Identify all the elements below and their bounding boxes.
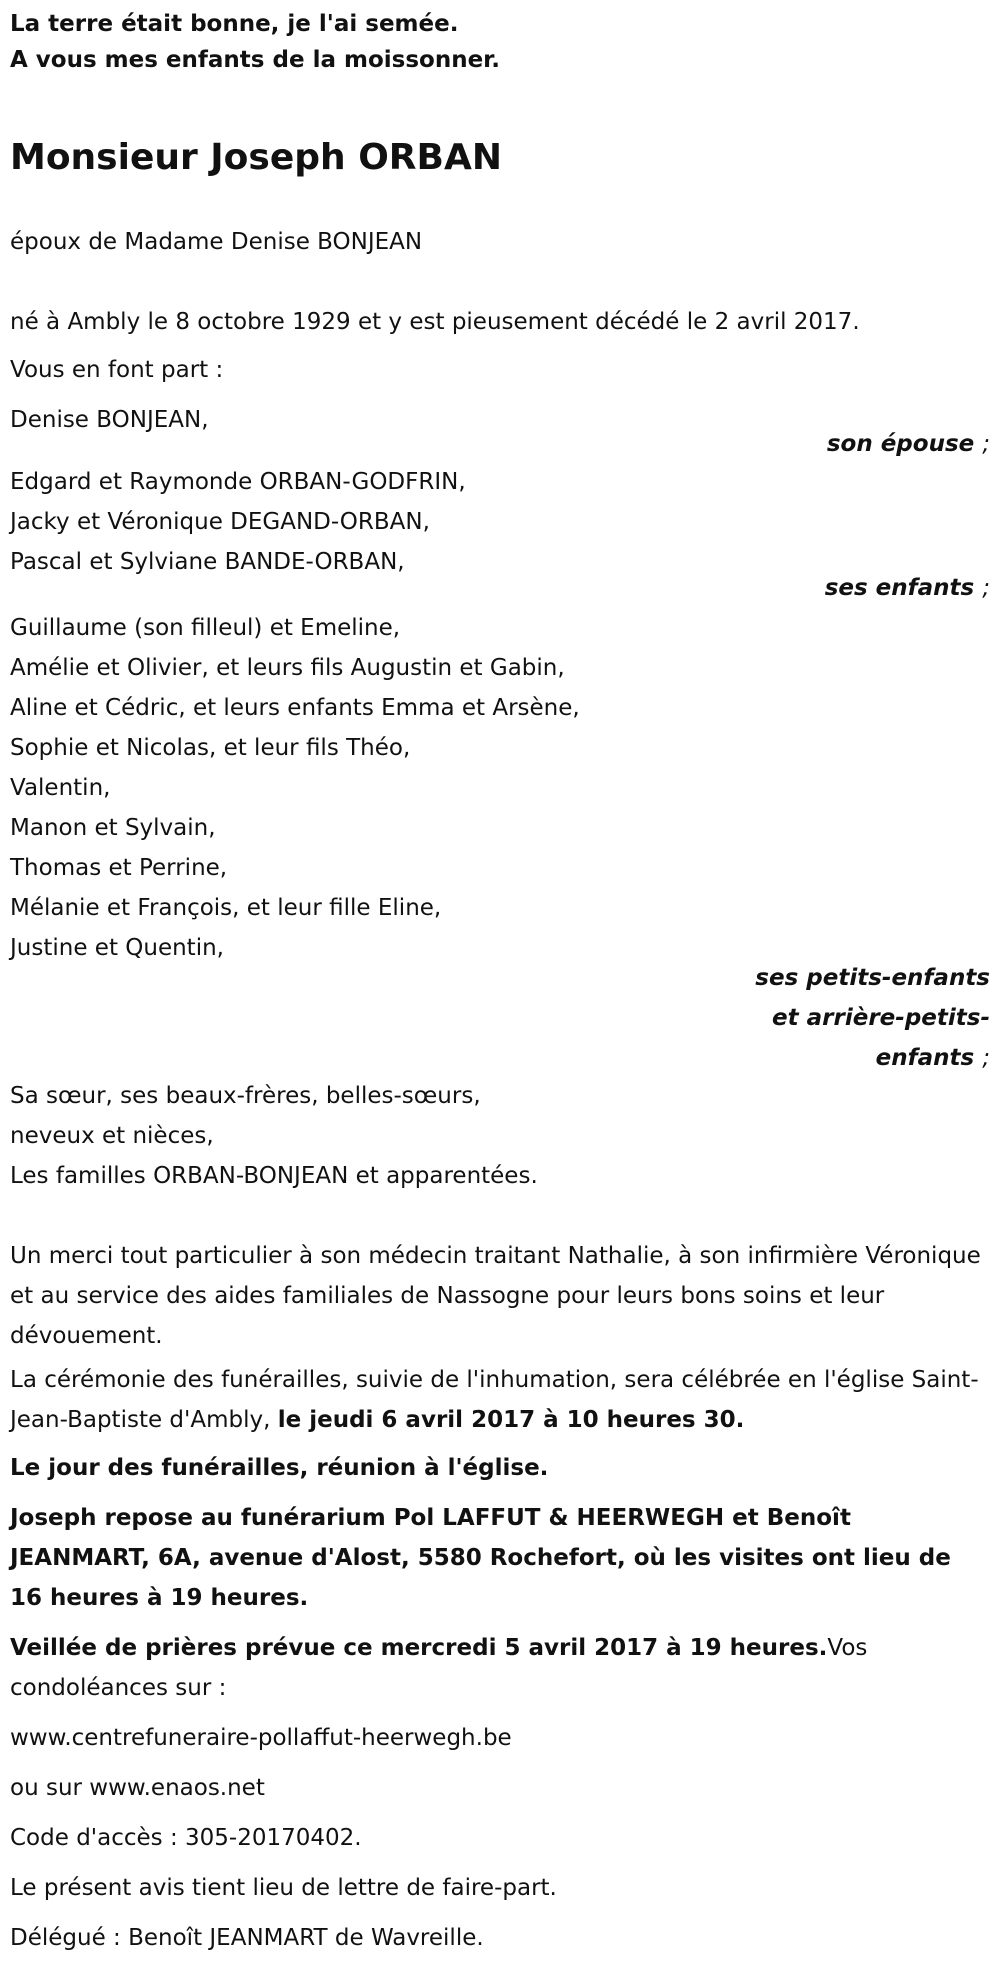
grandchildren-role-line-3: [590, 1038, 990, 1078]
grandchild-name: Justine et Quentin,: [10, 935, 224, 961]
grandchild-name: Thomas et Perrine,: [10, 855, 228, 881]
website-link-1[interactable]: www.centrefuneraire-pollaffut-heerwegh.be: [10, 1725, 512, 1751]
ceremony-paragraph: [10, 1360, 990, 1440]
website-link-2[interactable]: ou sur www.enaos.net: [10, 1775, 265, 1801]
children-role-sep: ;: [982, 575, 990, 601]
birth-death-line: né à Ambly le 8 octobre 1929 et y est pieusement décédé le 2 avril 2017.: [10, 309, 860, 335]
funerarium-paragraph: Joseph repose au funérarium Pol LAFFUT & HEERWEGH et Benoît JEANMART, 6A, avenue d'Alost, 5580 Rochefort, où les visites ont lieu de 16 heures à 19 heures.: [10, 1505, 951, 1611]
grandchildren-role-line-2: et arrière-petits-: [772, 1005, 990, 1031]
grandchild-name: Aline et Cédric, et leurs enfants Emma et Arsène,: [10, 695, 580, 721]
ceremony-date: le jeudi 6 avril 2017 à 10 heures 30.: [277, 1407, 745, 1433]
grandchild-name: Valentin,: [10, 775, 111, 801]
reunion-line: Le jour des funérailles, réunion à l'église.: [10, 1455, 549, 1481]
grandchildren-role-sep: ;: [982, 1045, 990, 1071]
delegate-line: Délégué : Benoît JEANMART de Wavreille.: [10, 1925, 484, 1951]
other-relatives-line: neveux et nièces,: [10, 1123, 214, 1149]
spouse-role: [590, 424, 990, 464]
grandchildren-role-line-1: ses petits-enfants: [755, 965, 990, 991]
other-relatives-line: Les familles ORBAN-BONJEAN et apparentées.: [10, 1163, 538, 1189]
epigraph-line-1: La terre était bonne, je l'ai semée.: [10, 11, 459, 37]
epigraph-line-2: A vous mes enfants de la moissonner.: [10, 47, 500, 73]
child-name: Pascal et Sylviane BANDE-ORBAN,: [10, 549, 405, 575]
vigil-condolences: Vos condoléances sur :: [10, 1635, 868, 1701]
children-role: [590, 568, 990, 608]
other-relatives-line: Sa sœur, ses beaux-frères, belles-sœurs,: [10, 1083, 481, 1109]
spouse-role-label: son épouse: [826, 431, 975, 457]
spouse-name: Denise BONJEAN,: [10, 407, 209, 433]
grandchild-name: Sophie et Nicolas, et leur fils Théo,: [10, 735, 411, 761]
thanks-paragraph: Un merci tout particulier à son médecin traitant Nathalie, à son infirmière Véronique et au service des aides familiales de Nassogne pour leurs bons soins et leur dévouement.: [10, 1243, 981, 1349]
grandchildren-role-label: enfants: [875, 1045, 975, 1071]
vigil-bold: Veillée de prières prévue ce mercredi 5 avril 2017 à 19 heures.: [10, 1635, 828, 1661]
ceremony-text: La cérémonie des funérailles, suivie de l'inhumation, sera célébrée en l'église Saint-Jean-Baptiste d'Ambly,: [10, 1367, 979, 1433]
children-role-label: ses enfants: [824, 575, 975, 601]
notice-line: Le présent avis tient lieu de lettre de faire-part.: [10, 1875, 557, 1901]
deceased-name-title: Monsieur Joseph ORBAN: [10, 137, 502, 178]
spouse-role-sep: ;: [982, 431, 990, 457]
vigil-paragraph: [10, 1628, 990, 1708]
grandchild-name: Mélanie et François, et leur fille Eline,: [10, 895, 442, 921]
grandchild-name: Manon et Sylvain,: [10, 815, 216, 841]
access-code-line: Code d'accès : 305-20170402.: [10, 1825, 362, 1851]
child-name: Jacky et Véronique DEGAND-ORBAN,: [10, 509, 430, 535]
grandchild-name: Guillaume (son filleul) et Emeline,: [10, 615, 401, 641]
child-name: Edgard et Raymonde ORBAN-GODFRIN,: [10, 469, 466, 495]
intro-line: Vous en font part :: [10, 357, 224, 383]
grandchild-name: Amélie et Olivier, et leurs fils Augustin et Gabin,: [10, 655, 565, 681]
spouse-of-line: époux de Madame Denise BONJEAN: [10, 229, 423, 255]
